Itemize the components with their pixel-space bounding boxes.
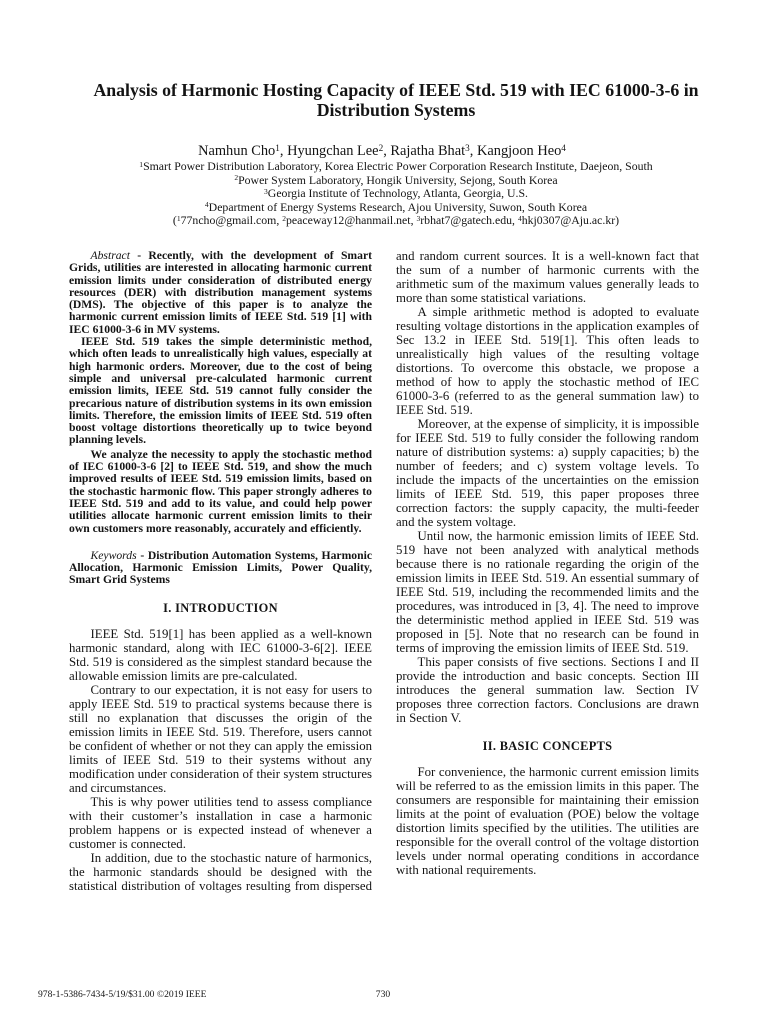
- author-separator: ,: [383, 143, 387, 159]
- body-paragraph: This is why power utilities tend to assess compliance with their customer’s installation in case a harmonic problem happens or is expected instead of whenever a customer is connected.: [69, 794, 372, 851]
- author-affiliation-mark: 3: [465, 142, 470, 153]
- body-paragraph: IEEE Std. 519[1] has been applied as a well-known harmonic standard, along with IEC 61000-3-6[2]. IEEE Std. 519 is considered as the simplest standard because the allowable emission limits are pre-calculated.: [69, 626, 372, 683]
- body-paragraph: Contrary to our expectation, it is not easy for users to apply IEEE Std. 519 to practical systems because there is still no explanation that discusses the origin of the emission limits in IEEE Std. 519. Therefore, users cannot be confident of whether or not they can apply the emission limits of IEEE Std. 519 to their systems without any modification under consideration of their system structures and circumstances.: [69, 682, 372, 795]
- affiliation-text: Smart Power Distribution Laboratory, Korea Electric Power Corporation Research Institute, Daejeon, South: [143, 159, 653, 173]
- page-number: 730: [375, 989, 391, 1000]
- author-affiliation-mark: 1: [275, 142, 280, 153]
- author-affiliation-mark: 4: [561, 142, 566, 153]
- abstract-paragraph: IEEE Std. 519 takes the simple deterministic method, which often leads to unrealistically high values, especially at high harmonic orders. Moreover, due to the cost of being simple and universal pre-calculated harmonic current emission limits, IEEE Std. 519 cannot fully consider the precarious nature of distribution systems in its own emission limits. Therefore, the emission limits of IEEE Std. 519 often boost voltage distortions theoretically up to twice beyond planning levels.: [69, 335, 372, 447]
- affiliation-mark: 3: [264, 186, 268, 196]
- author-email: 77ncho@gmail.com: [180, 213, 277, 227]
- title-line: Analysis of Harmonic Hosting Capacity of IEEE Std. 519 with IEC 61000-3-6 in: [93, 80, 699, 100]
- author-emails: [54, 214, 738, 228]
- body-paragraph: For convenience, the harmonic current emission limits will be referred to as the emission limits in this paper. The consumers are responsible for maintaining their emission limits at the point of evaluation (POE) below the voltage distortion limits specified by the utilities. The utilities are responsible for the overall control of the voltage distortion levels under normal operating conditions in accordance with national requirements.: [396, 765, 699, 877]
- email-affiliation-mark: 4: [517, 213, 522, 223]
- email-separator: ,: [276, 213, 280, 227]
- affiliation-line: [54, 160, 738, 174]
- author-separator: ,: [469, 143, 474, 159]
- email-separator: ,: [410, 213, 414, 227]
- body-paragraph: In addition, due to the stochastic nature of harmonics, the harmonic standards should be designed with the statistical distribution of voltages resulting from dispersed: [69, 850, 372, 893]
- author-name: Rajatha Bhat: [390, 143, 466, 159]
- author-affiliation-mark: 2: [378, 142, 384, 153]
- affiliation-text: Georgia Institute of Technology, Atlanta, Georgia, U.S.: [267, 186, 528, 200]
- author-name: Namhun Cho: [198, 143, 276, 159]
- body-paragraph: Until now, the harmonic emission limits of IEEE Std. 519 have not been analyzed with analytical methods because there is no rationale regarding the origin of the emission limits in IEEE Std. 519. An essential summary of IEEE Std. 519, including the recommended limits and the procedures, was introduced in [3, 4]. The need to improve the deterministic method applied in IEEE Std. 519 was proposed in [5]. Note that no research can be found in terms of improving the emission limits of IEEE Std. 519.: [396, 529, 699, 655]
- copyright-notice: 978-1-5386-7434-5/19/$31.00 ©2019 IEEE: [38, 989, 207, 1000]
- email-separator: ,: [512, 213, 515, 227]
- affiliation-line: [54, 174, 738, 188]
- email-affiliation-mark: 1: [176, 213, 181, 223]
- affiliation-list: [54, 160, 738, 228]
- author-list: [40, 143, 724, 160]
- abstract-paragraph: [69, 250, 372, 336]
- section-heading: II. BASIC CONCEPTS: [482, 739, 613, 753]
- affiliation-text: Department of Energy Systems Research, Ajou University, Suwon, South Korea: [208, 199, 588, 214]
- email-affiliation-mark: 2: [282, 213, 287, 223]
- author-email: hkj0307@Aju.ac.kr: [521, 213, 616, 227]
- keywords-text: - Distribution Automation Systems, Harmonic Allocation, Harmonic Emission Limits, Power Quality, Smart Grid Systems: [69, 548, 372, 587]
- author-name: Kangjoon Heo: [476, 143, 562, 159]
- affiliation-mark: 2: [234, 173, 239, 183]
- affiliation-mark: 4: [204, 200, 209, 210]
- body-paragraph: Moreover, at the expense of simplicity, it is impossible for IEEE Std. 519 to fully consider the following random nature of distribution systems: a) supply capacities; b) the number of feeders; and c) system voltage levels. To include the impacts of the uncertainties on the emission limits of IEEE Std. 519, this paper proposes three correction factors: the supply capacity, the multi-feeder and the system voltage.: [396, 417, 699, 529]
- title-line: Distribution Systems: [316, 100, 476, 120]
- left-column: [69, 250, 372, 893]
- affiliation-line: [54, 201, 738, 215]
- emails-close-paren: ): [615, 213, 620, 227]
- abstract-paragraph: We analyze the necessity to apply the stochastic method of IEC 61000-3-6 [2] to IEEE Std. 519, and show the much improved results of IEEE Std. 519 emission limits, based on the stochastic harmonic flow. This paper strongly adheres to IEEE Std. 519 and add to its value, and could help power utilities allocate harmonic current emission limits to their own customers more reasonably, accurately and efficiently.: [69, 447, 372, 535]
- keywords-paragraph: [69, 550, 372, 587]
- affiliation-mark: 1: [139, 159, 144, 169]
- keywords-label: Keywords: [90, 548, 137, 562]
- author-name: Hyungchan Lee: [287, 143, 379, 159]
- affiliation-text: Power System Laboratory, Hongik University, Sejong, South Korea: [238, 172, 558, 187]
- body-paragraph-continued: and random current sources. It is a well-known fact that the sum of a number of harmonic currents with the arithmetic sum of the maximum values generally leads to more than some statistical variations.: [396, 249, 699, 305]
- abstract-text: - Recently, with the development of Smart Grids, utilities are interested in allocating harmonic current emission limits under consideration of distributed energy resources (DER) with distribution management systems (DMS). The objective of this paper is to analyze the harmonic current emission limits of IEEE Std. 519 [1] with IEC 61000-3-6 in MV systems.: [69, 249, 372, 336]
- body-paragraph: A simple arithmetic method is adopted to evaluate resulting voltage distortions in the application examples of Sec 13.2 in IEEE Std. 519[1]. This often leads to unrealistically high values of the resulting voltage distortions. To overcome this obstacle, we propose a method of how to apply the stochastic method of IEC 61000-3-6 (referred to as the general summation law) to IEEE Std. 519.: [396, 305, 699, 417]
- paper-title: [54, 80, 738, 120]
- emails-open-paren: (: [172, 213, 177, 227]
- body-paragraph: This paper consists of five sections. Sections I and II provide the introduction and basic concepts. Section III introduces the general summation law. Section IV proposes three correction factors. Conclusions are drawn in Section V.: [396, 655, 699, 725]
- email-affiliation-mark: 3: [416, 213, 421, 223]
- abstract-label: Abstract: [90, 249, 130, 262]
- author-email: peaceway12@hanmail.net: [286, 213, 411, 227]
- affiliation-line: [54, 187, 738, 201]
- right-column: [396, 249, 699, 877]
- author-separator: ,: [279, 143, 284, 159]
- section-heading: I. INTRODUCTION: [163, 600, 278, 615]
- author-email: rbhat7@gatech.edu: [420, 213, 513, 227]
